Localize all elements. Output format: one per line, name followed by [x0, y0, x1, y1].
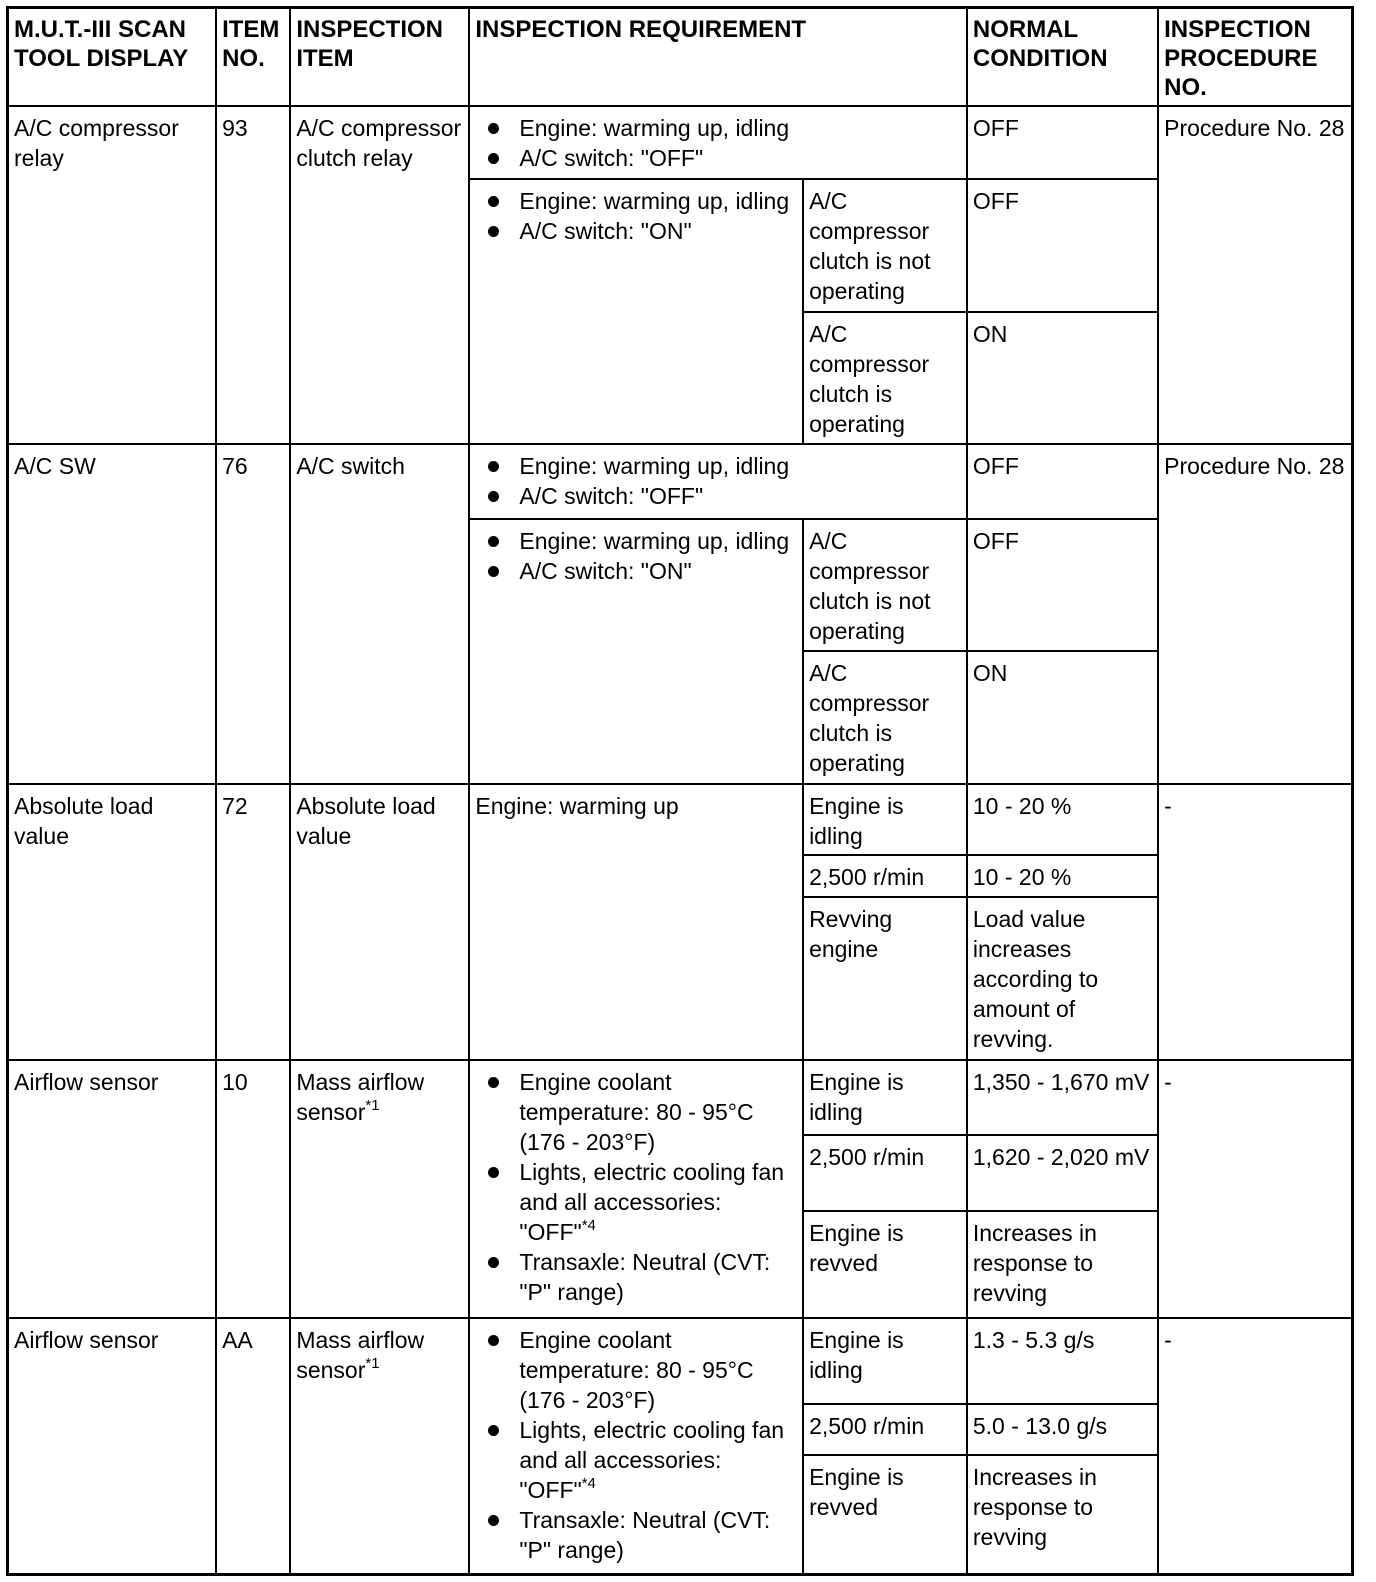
item-text: Mass airflow sensor: [296, 1068, 425, 1125]
list-item: [519, 1157, 797, 1247]
requirement-list: [475, 186, 797, 246]
cell-sub-condition: Engine is idling: [803, 1060, 967, 1136]
cell-display: A/C compressor relay: [8, 106, 217, 444]
cell-normal: ON: [967, 312, 1158, 444]
cell-normal: 10 - 20 %: [967, 855, 1158, 897]
requirement-list: [475, 113, 961, 173]
footnote-mark: *4: [581, 1216, 596, 1234]
cell-item: A/C compressor clutch relay: [290, 106, 469, 444]
header-item-no: ITEM NO.: [216, 8, 290, 106]
cell-item: Absolute load value: [290, 784, 469, 1060]
list-item-text: Lights, electric cooling fan and all accessories: "OFF": [519, 1416, 785, 1503]
list-item: A/C switch: "ON": [519, 216, 797, 246]
header-normal: NORMAL CONDITION: [967, 8, 1158, 106]
cell-display: A/C SW: [8, 444, 217, 783]
cell-sub-condition: A/C compressor clutch is not operating: [803, 519, 967, 651]
cell-sub-condition: 2,500 r/min: [803, 1404, 967, 1454]
list-item-text: Lights, electric cooling fan and all accessories: "OFF": [519, 1158, 785, 1245]
cell-normal: OFF: [967, 519, 1158, 651]
list-item: Engine: warming up, idling: [519, 451, 961, 481]
list-item: [519, 1415, 797, 1505]
cell-normal: Increases in response to revving: [967, 1211, 1158, 1318]
inspection-spec-table: [6, 6, 1354, 1576]
cell-normal: 5.0 - 13.0 g/s: [967, 1404, 1158, 1454]
list-item: Engine coolant temperature: 80 - 95°C (176 - 203°F): [519, 1325, 797, 1415]
cell-requirement: [469, 444, 967, 519]
list-item: A/C switch: "OFF": [519, 481, 961, 511]
cell-normal: ON: [967, 651, 1158, 784]
requirement-list: [475, 451, 961, 511]
cell-normal: OFF: [967, 444, 1158, 519]
cell-requirement: [469, 179, 803, 444]
cell-requirement: [469, 519, 803, 784]
cell-normal: 10 - 20 %: [967, 784, 1158, 856]
cell-item: [290, 1060, 469, 1318]
table-row: [8, 1060, 1353, 1136]
cell-sub-condition: 2,500 r/min: [803, 1135, 967, 1211]
cell-normal: 1,350 - 1,670 mV: [967, 1060, 1158, 1136]
cell-display: Absolute load value: [8, 784, 217, 1060]
footnote-mark: *1: [365, 1096, 380, 1114]
requirement-list: [475, 1067, 797, 1307]
list-item: A/C switch: "ON": [519, 556, 797, 586]
cell-item-no: 93: [216, 106, 290, 444]
cell-normal: OFF: [967, 106, 1158, 180]
table-row: [8, 784, 1353, 856]
list-item: Transaxle: Neutral (CVT: "P" range): [519, 1247, 797, 1307]
requirement-list: [475, 1325, 797, 1565]
cell-procedure: Procedure No. 28: [1158, 106, 1352, 444]
cell-requirement: Engine: warming up: [469, 784, 803, 1060]
cell-requirement: [469, 106, 967, 180]
cell-normal: 1.3 - 5.3 g/s: [967, 1318, 1158, 1405]
cell-procedure: -: [1158, 1318, 1352, 1575]
table-row: [8, 106, 1353, 180]
cell-display: Airflow sensor: [8, 1318, 217, 1575]
list-item: Engine: warming up, idling: [519, 186, 797, 216]
header-row: [8, 8, 1353, 106]
cell-procedure: -: [1158, 784, 1352, 1060]
cell-sub-condition: Engine is revved: [803, 1455, 967, 1575]
cell-item-no: 72: [216, 784, 290, 1060]
cell-normal: Load value increases according to amount of revving.: [967, 897, 1158, 1059]
cell-display: Airflow sensor: [8, 1060, 217, 1318]
cell-sub-condition: A/C compressor clutch is operating: [803, 651, 967, 784]
item-text: Mass airflow sensor: [296, 1326, 425, 1383]
cell-normal: OFF: [967, 179, 1158, 312]
cell-procedure: Procedure No. 28: [1158, 444, 1352, 783]
table-row: [8, 444, 1353, 519]
cell-procedure: -: [1158, 1060, 1352, 1318]
cell-normal: Increases in response to revving: [967, 1455, 1158, 1575]
footnote-mark: *4: [581, 1474, 596, 1492]
cell-sub-condition: 2,500 r/min: [803, 855, 967, 897]
cell-sub-condition: A/C compressor clutch is not operating: [803, 179, 967, 312]
list-item: Engine: warming up, idling: [519, 113, 961, 143]
cell-item-no: 10: [216, 1060, 290, 1318]
header-display: M.U.T.-III SCAN TOOL DISPLAY: [8, 8, 217, 106]
cell-item: A/C switch: [290, 444, 469, 783]
list-item: Engine coolant temperature: 80 - 95°C (176 - 203°F): [519, 1067, 797, 1157]
footnote-mark: *1: [365, 1354, 380, 1372]
cell-item: [290, 1318, 469, 1575]
cell-sub-condition: Engine is revved: [803, 1211, 967, 1318]
cell-requirement: [469, 1060, 803, 1318]
list-item: Engine: warming up, idling: [519, 526, 797, 556]
cell-item-no: AA: [216, 1318, 290, 1575]
cell-item-no: 76: [216, 444, 290, 783]
cell-sub-condition: A/C compressor clutch is operating: [803, 312, 967, 444]
header-requirement: INSPECTION REQUIREMENT: [469, 8, 967, 106]
header-item: INSPECTION ITEM: [290, 8, 469, 106]
list-item: Transaxle: Neutral (CVT: "P" range): [519, 1505, 797, 1565]
cell-normal: 1,620 - 2,020 mV: [967, 1135, 1158, 1211]
cell-sub-condition: Engine is idling: [803, 1318, 967, 1405]
requirement-list: [475, 526, 797, 586]
cell-requirement: [469, 1318, 803, 1575]
cell-sub-condition: Revving engine: [803, 897, 967, 1059]
list-item: A/C switch: "OFF": [519, 143, 961, 173]
cell-sub-condition: Engine is idling: [803, 784, 967, 856]
header-procedure: INSPECTION PROCEDURE NO.: [1158, 8, 1352, 106]
table-row: [8, 1318, 1353, 1405]
